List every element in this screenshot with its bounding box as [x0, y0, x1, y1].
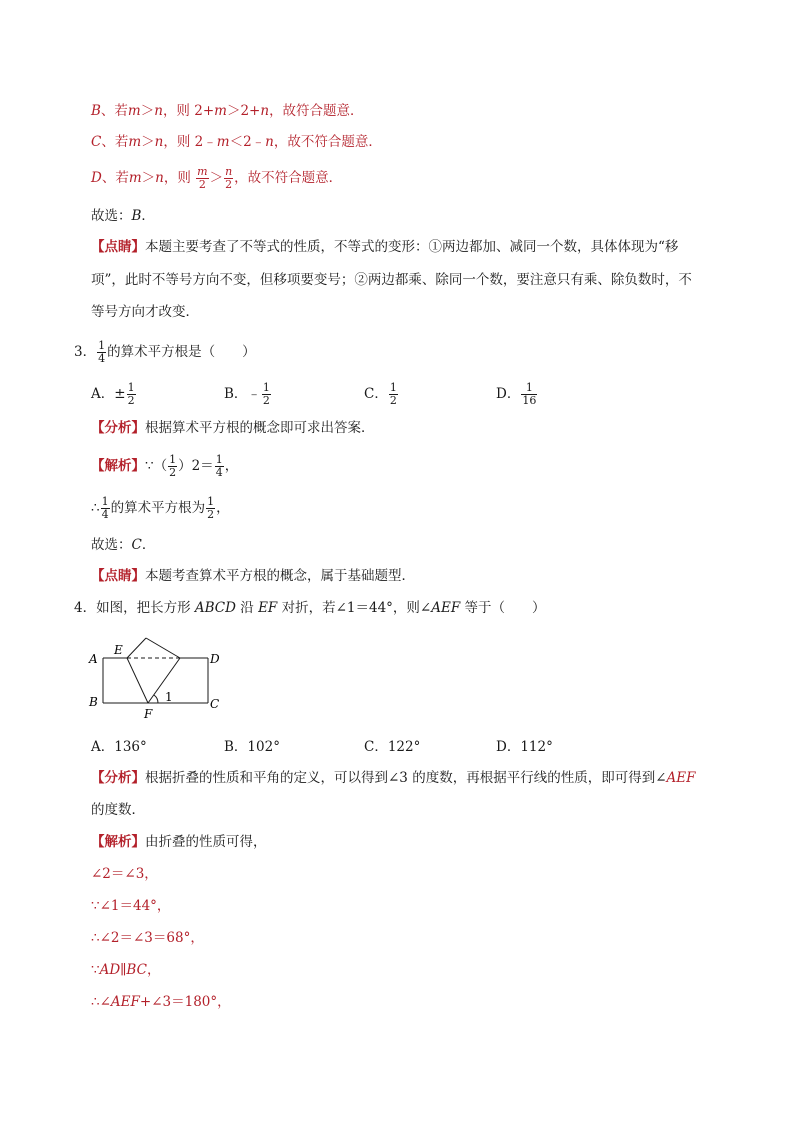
fraction: $\frac{1}{4}$	[98, 339, 106, 365]
fraction: $\frac{1}{4}$	[215, 453, 223, 479]
q4-stem: 4．如图，把长方形 ABCD 沿 EF 对折，若∠1＝44°，则∠AEF 等于（ ）	[74, 600, 546, 616]
folded-edge-2	[146, 638, 180, 658]
q4-step-5: ∴∠AEF+∠3＝180°，	[91, 994, 231, 1010]
q3-solution: 【解析】∵（ $\frac{1}{2}$ ）2＝ $\frac{1}{4}$ ，	[91, 453, 239, 479]
fraction: $\frac{n}{2}$	[225, 165, 233, 191]
q2-option-d: D、若m＞n，则 $\frac{m}{2}$ ＞ $\frac{n}{2}$ ，故不符合题意．	[91, 165, 343, 191]
fraction: $\frac{1}{2}$	[169, 453, 177, 479]
q4-step-1: ∠2＝∠3，	[91, 866, 158, 882]
q4-option-d: D．112°	[496, 739, 553, 755]
fraction: $\frac{1}{16}$	[522, 381, 537, 407]
fraction: $\frac{1}{2}$	[207, 495, 215, 521]
q3-stem: 3． $\frac{1}{4}$ 的算术平方根是（ ）	[74, 339, 256, 365]
q4-option-b: B．102°	[224, 739, 280, 755]
q2-comment-line3: 等号方向才改变．	[91, 304, 199, 320]
label-f: F	[144, 707, 153, 721]
q3-therefore: ∴ $\frac{1}{4}$ 的算术平方根为 $\frac{1}{2}$ ，	[91, 495, 230, 521]
q2-option-c: C、若m＞n，则 2﹣m＜2﹣n，故不符合题意．	[91, 134, 382, 150]
q4-step-2: ∵∠1＝44°，	[91, 898, 171, 914]
label-d: D	[210, 652, 220, 666]
q4-option-a: A．136°	[91, 739, 147, 755]
q3-option-a: A．± $\frac{1}{2}$	[91, 381, 135, 407]
label-e: E	[114, 643, 123, 657]
folded-edge-3	[148, 658, 180, 703]
fraction: $\frac{m}{2}$	[197, 165, 208, 191]
q4-option-c: C．122°	[364, 739, 421, 755]
q4-step-3: ∴∠2＝∠3＝68°，	[91, 930, 204, 946]
label-angle-1: 1	[165, 690, 173, 704]
q3-option-b: B．﹣ $\frac{1}{2}$	[224, 381, 270, 407]
folded-rectangle-figure	[86, 630, 236, 722]
angle-1-arc	[154, 695, 158, 703]
fraction: $\frac{1}{4}$	[101, 495, 109, 521]
q4-analysis-line1: 【分析】根据折叠的性质和平角的定义，可以得到∠3 的度数，再根据平行线的性质，即可得到∠AEF	[91, 770, 696, 786]
q4-analysis-line2: 的度数．	[91, 802, 145, 818]
fraction: $\frac{1}{2}$	[127, 381, 135, 407]
folded-edge-1	[127, 638, 146, 658]
q3-comment: 【点睛】本题考查算术平方根的概念，属于基础题型．	[91, 568, 415, 584]
label-b: B	[89, 695, 98, 709]
q2-comment-line2: 项”，此时不等号方向不变，但移项要变号；②两边都乘、除同一个数，要注意只有乘、除负数时，不	[91, 272, 692, 288]
q3-option-c: C． $\frac{1}{2}$	[364, 381, 397, 407]
fold-line-ef	[127, 658, 148, 703]
q2-comment-line1: 【点睛】本题主要考查了不等式的性质，不等式的变形：①两边都加、减同一个数，具体体现为“移	[91, 239, 679, 255]
label-c: C	[210, 697, 220, 711]
q4-solution: 【解析】由折叠的性质可得，	[91, 834, 267, 850]
fraction: $\frac{1}{2}$	[262, 381, 270, 407]
label-a: A	[89, 652, 98, 666]
q3-option-d: D． $\frac{1}{16}$	[496, 381, 537, 407]
fraction: $\frac{1}{2}$	[389, 381, 397, 407]
q3-choose: 故选：C．	[91, 537, 156, 553]
q4-step-4: ∵AD∥BC，	[91, 962, 161, 978]
q3-analysis: 【分析】根据算术平方根的概念即可求出答案．	[91, 420, 375, 436]
q2-option-b: B、若m＞n，则 2+m＞2+n，故符合题意．	[91, 103, 364, 119]
q2-choose: 故选：B．	[91, 208, 155, 224]
